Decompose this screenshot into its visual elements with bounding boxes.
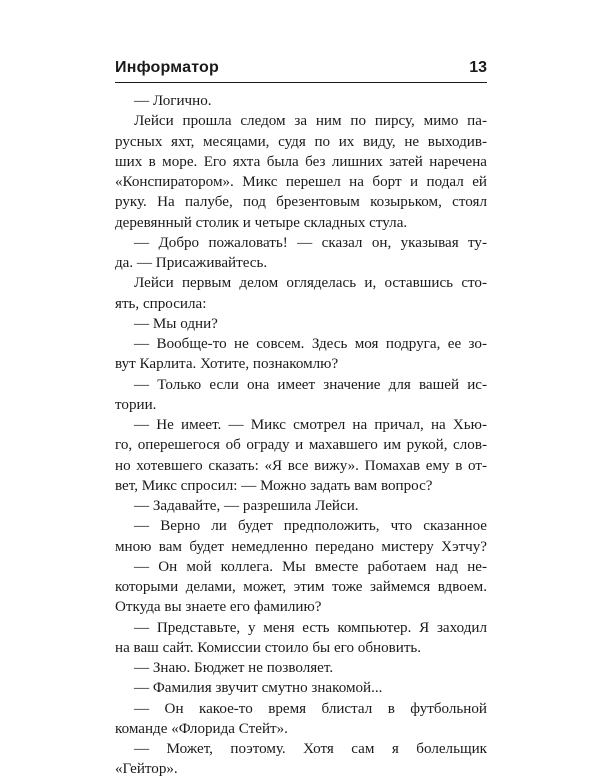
header-rule bbox=[115, 82, 487, 83]
text-line: го, оперешегося об ограду и махавшего им рукой, слов- bbox=[115, 437, 487, 454]
text-line: деревянный столик и четыре складных стула. bbox=[115, 214, 408, 231]
text-line: — Мы одни? bbox=[134, 315, 218, 332]
text-line: Лейси первым делом огляделась и, оставшись сто- bbox=[134, 275, 487, 292]
text-line: Лейси прошла следом за ним по пирсу, мимо па- bbox=[134, 113, 487, 130]
text-line: — Вообще-то не совсем. Здесь моя подруга, ее зо- bbox=[134, 336, 487, 352]
text-line: вут Карлита. Хотите, познакомлю? bbox=[115, 356, 339, 373]
text-line: команде «Флорида Стейт». bbox=[115, 720, 288, 737]
text-line: «Конспиратором». Микс перешел на борт и подал ей bbox=[115, 174, 487, 190]
body-text bbox=[115, 91, 487, 780]
text-line: — Представьте, у меня есть компьютер. Я заходил bbox=[134, 619, 487, 636]
text-line: — Может, поэтому. Хотя сам я болельщик bbox=[134, 741, 487, 757]
text-line: руку. На палубе, под брезентовым козырьком, стоял bbox=[115, 194, 487, 211]
text-line: Откуда вы знаете его фамилию? bbox=[115, 599, 322, 616]
text-line: — Он мой коллега. Мы вместе работаем над не- bbox=[134, 558, 487, 575]
text-line: на ваш сайт. Комиссии стоило бы его обновить. bbox=[115, 639, 422, 656]
running-title: Информатор bbox=[115, 59, 219, 76]
page-number: 13 bbox=[469, 59, 487, 76]
text-line: — Он какое-то время блистал в футбольной bbox=[134, 700, 487, 717]
text-line: — Верно ли будет предположить, что сказанное bbox=[134, 518, 487, 535]
text-line: русных яхт, месяцами, судя по их виду, не выходив- bbox=[115, 133, 487, 150]
text-line: «Гейтор». bbox=[115, 761, 178, 778]
text-line: да. — Присаживайтесь. bbox=[115, 255, 268, 271]
text-line: ять, спросила: bbox=[115, 295, 207, 312]
text-line: — Добро пожаловать! — сказал он, указывая ту- bbox=[134, 234, 487, 251]
text-line: — Знаю. Бюджет не позволяет. bbox=[134, 660, 334, 676]
text-line: — Фамилия звучит смутно знакомой... bbox=[134, 680, 383, 697]
text-line: мною вам будет немедленно передано мистеру Хэтчу? bbox=[115, 538, 487, 555]
text-line: которыми делами, может, этим тоже займемся вдвоем. bbox=[115, 579, 487, 595]
text-line: — Задавайте, — разрешила Лейси. bbox=[134, 498, 359, 514]
text-line: — Только если она имеет значение для вашей ис- bbox=[134, 376, 487, 393]
text-line: но хотевшего сказать: «Я все вижу». Помахав ему в от- bbox=[115, 457, 487, 474]
text-line: тории. bbox=[115, 396, 157, 413]
text-line: ших в море. Его яхта была без лишних затей наречена bbox=[115, 153, 487, 170]
text-line: вет, Микс спросил: — Можно задать вам вопрос? bbox=[115, 477, 433, 494]
text-line: — Логично. bbox=[134, 93, 212, 109]
text-line: — Не имеет. — Микс смотрел на причал, на Хью- bbox=[134, 417, 487, 433]
